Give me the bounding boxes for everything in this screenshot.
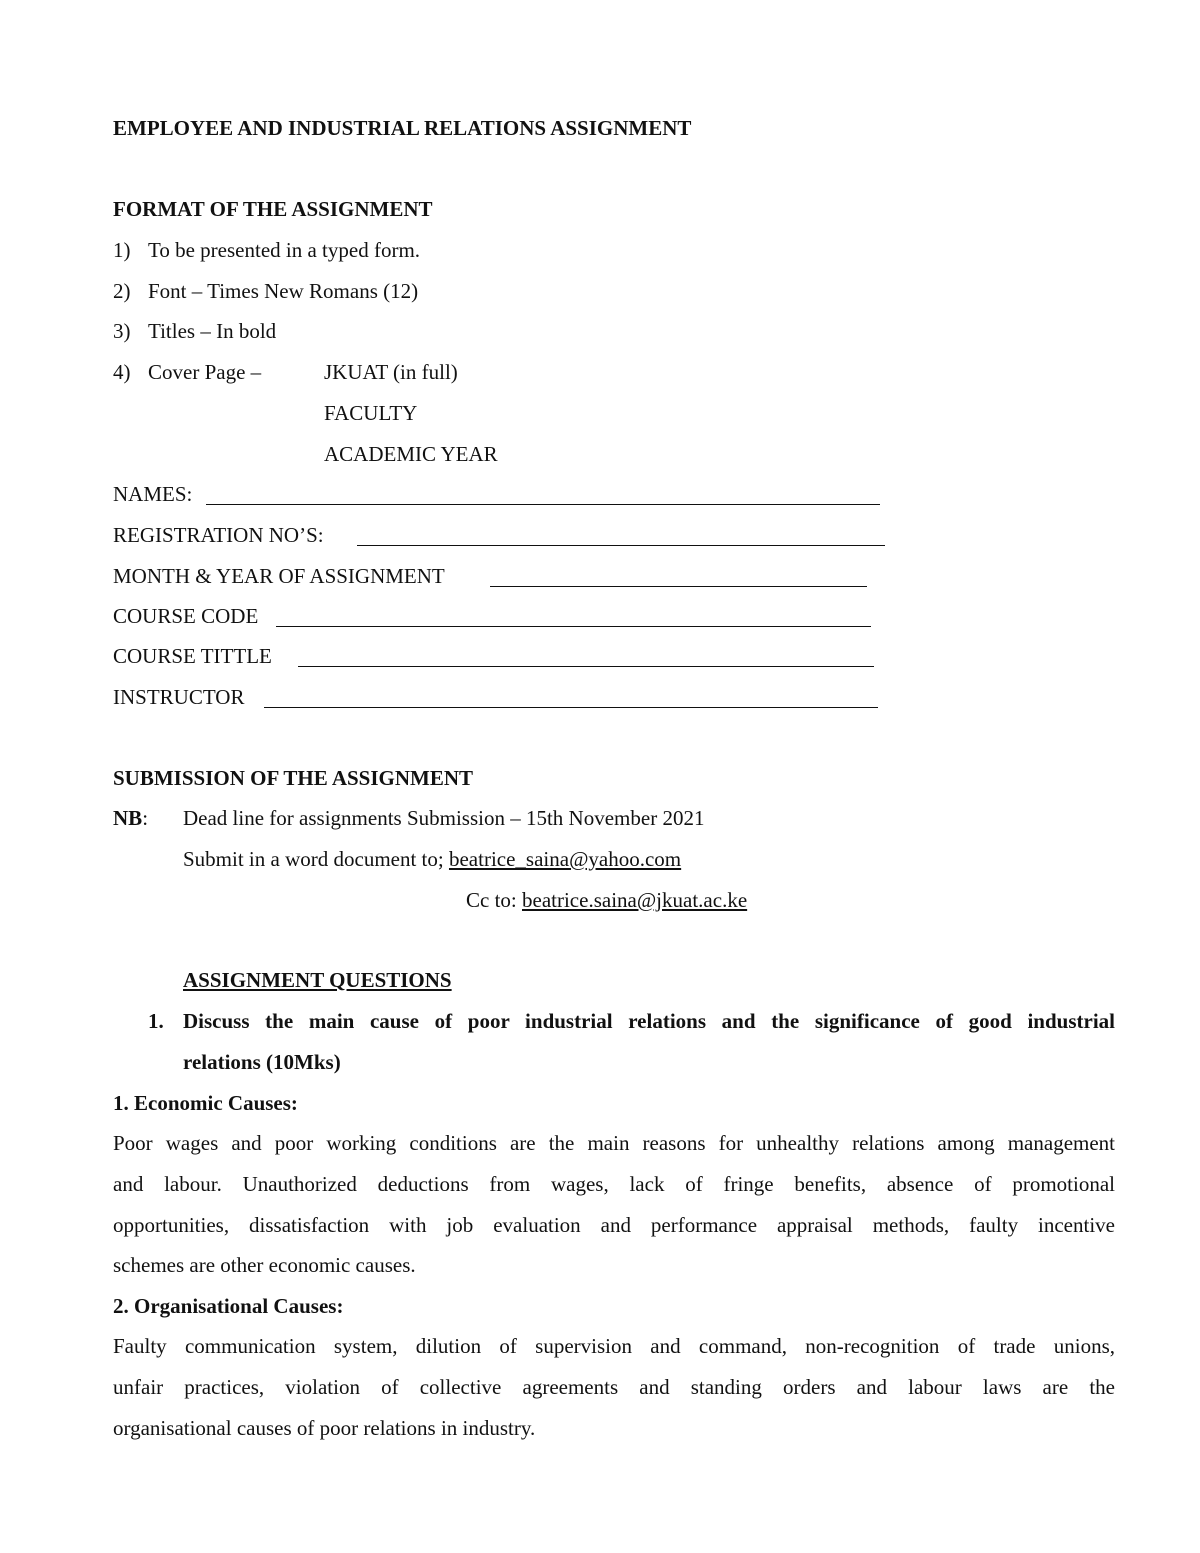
format-item-number: 1): [113, 238, 131, 262]
month-year-fill-line: [490, 586, 867, 587]
submit-line: [183, 846, 681, 872]
submit-prefix: Submit in a word document to;: [183, 847, 444, 871]
course-title-fill-line: [298, 666, 874, 667]
instructor-label: INSTRUCTOR: [113, 685, 245, 709]
nb-label: [113, 805, 148, 831]
course-code-fill-line: [276, 626, 871, 627]
format-item-text: To be presented in a typed form.: [148, 238, 421, 262]
question-text-continued: relations (10Mks): [183, 1050, 341, 1074]
document-title: EMPLOYEE AND INDUSTRIAL RELATIONS ASSIGNMENT: [113, 116, 692, 140]
registration-label: REGISTRATION NO’S:: [113, 523, 324, 547]
paragraph-line: Faulty communication system, dilution of supervision and command, non-recognition of trade unions,: [113, 1334, 1115, 1358]
format-item-text: Cover Page –: [148, 360, 262, 384]
section-heading: 1. Economic Causes:: [113, 1091, 298, 1115]
cover-page-line: FACULTY: [324, 401, 418, 425]
registration-fill-line: [357, 545, 885, 546]
submit-email-link[interactable]: beatrice_saina@yahoo.com: [448, 847, 682, 871]
course-title-label: COURSE TITTLE: [113, 644, 272, 668]
month-year-label: MONTH & YEAR OF ASSIGNMENT: [113, 564, 445, 588]
format-item-text: Font – Times New Romans (12): [148, 279, 419, 303]
instructor-fill-line: [264, 707, 878, 708]
names-fill-line: [206, 504, 880, 505]
paragraph-line: organisational causes of poor relations in industry.: [113, 1416, 536, 1440]
deadline-text: Dead line for assignments Submission – 15th November 2021: [183, 806, 705, 830]
cover-page-line: ACADEMIC YEAR: [324, 442, 498, 466]
cc-prefix: Cc to:: [466, 888, 517, 912]
paragraph-line: and labour. Unauthorized deductions from wages, lack of fringe benefits, absence of promotional: [113, 1172, 1115, 1196]
question-text: Discuss the main cause of poor industrial relations and the significance of good industrial: [183, 1009, 1115, 1033]
paragraph-line: schemes are other economic causes.: [113, 1253, 416, 1277]
cc-line: [466, 887, 747, 913]
course-code-label: COURSE CODE: [113, 604, 259, 628]
format-heading: FORMAT OF THE ASSIGNMENT: [113, 197, 433, 221]
nb-colon: :: [142, 806, 149, 830]
submission-heading: SUBMISSION OF THE ASSIGNMENT: [113, 766, 474, 790]
questions-heading: ASSIGNMENT QUESTIONS: [183, 968, 452, 992]
cover-page-line: JKUAT (in full): [324, 360, 458, 384]
format-item-number: 2): [113, 279, 131, 303]
format-item-text: Titles – In bold: [148, 319, 277, 343]
question-number: 1.: [148, 1009, 164, 1033]
section-heading: 2. Organisational Causes:: [113, 1294, 344, 1318]
paragraph-line: opportunities, dissatisfaction with job evaluation and performance appraisal methods, faulty incentive: [113, 1213, 1115, 1237]
names-label: NAMES:: [113, 482, 193, 506]
format-item-number: 4): [113, 360, 131, 384]
format-item-number: 3): [113, 319, 131, 343]
nb-label-text: NB: [113, 806, 143, 830]
paragraph-line: unfair practices, violation of collective agreements and standing orders and labour laws are the: [113, 1375, 1115, 1399]
paragraph-line: Poor wages and poor working conditions are the main reasons for unhealthy relations among management: [113, 1131, 1115, 1155]
cc-email-link[interactable]: beatrice.saina@jkuat.ac.ke: [522, 888, 748, 912]
